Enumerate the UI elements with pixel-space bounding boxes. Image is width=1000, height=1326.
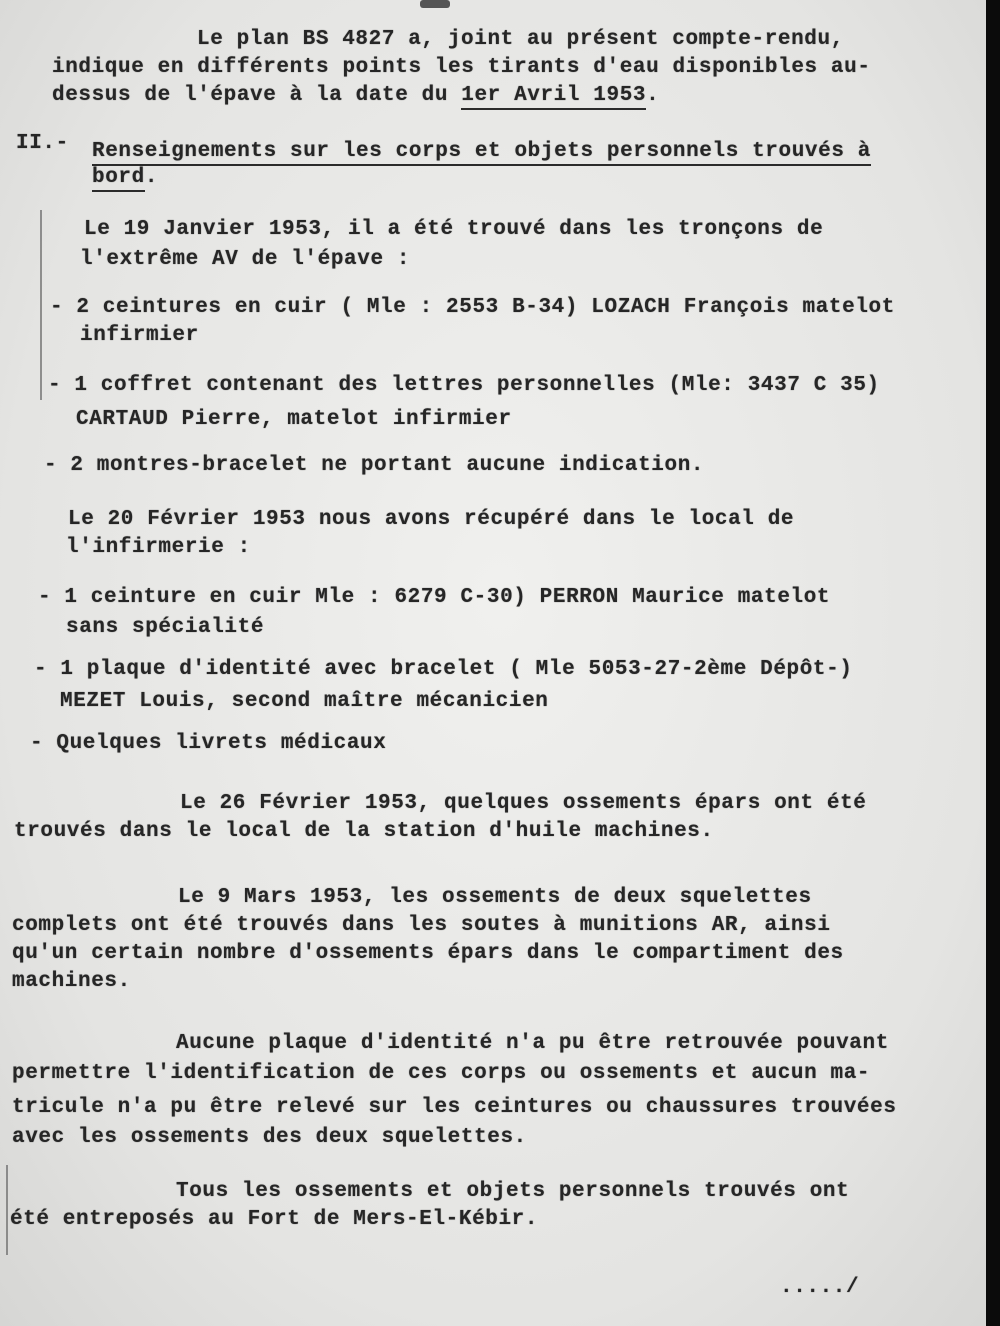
text-line-mar-3: qu'un certain nombre d'ossements épars dans le compartiment des — [12, 942, 844, 965]
margin-bracket-mark — [40, 210, 42, 400]
text-line-id-2: permettre l'identification de ces corps ou ossements et aucun ma- — [12, 1062, 871, 1085]
section-number: II.- — [16, 132, 69, 155]
text-line-id-4: avec les ossements des deux squelettes. — [12, 1126, 527, 1149]
list-item: - 2 montres-bracelet ne portant aucune indication. — [44, 454, 705, 477]
list-item-cont: sans spécialité — [66, 616, 265, 639]
text-line-final-2: été entreposés au Fort de Mers-El-Kébir. — [10, 1208, 539, 1231]
text-line-mar-2: complets ont été trouvés dans les soutes à munitions AR, ainsi — [12, 914, 831, 937]
section-heading-cont: bord. — [92, 166, 158, 189]
section-heading: Renseignements sur les corps et objets personnels trouvés à — [92, 140, 871, 163]
list-item: - 2 ceintures en cuir ( Mle : 2553 B-34) LOZACH François matelot — [50, 296, 895, 319]
list-item: - 1 ceinture en cuir Mle : 6279 C-30) PERRON Maurice matelot — [38, 586, 831, 609]
list-item-cont: infirmier — [80, 324, 199, 347]
continuation-mark: ...../ — [780, 1276, 860, 1299]
list-item: - 1 plaque d'identité avec bracelet ( Mle 5053-27-2ème Dépôt-) — [34, 658, 853, 681]
margin-bracket-mark-bottom — [6, 1165, 8, 1255]
text-line-feb-2: l'infirmerie : — [66, 536, 251, 559]
text-line-id-3: tricule n'a pu être relevé sur les ceintures ou chaussures trouvées — [12, 1096, 897, 1119]
list-item-cont: MEZET Louis, second maître mécanicien — [60, 690, 549, 713]
text-line-id-1: Aucune plaque d'identité n'a pu être retrouvée pouvant — [176, 1032, 889, 1055]
date-underlined: 1er Avril 1953 — [461, 84, 646, 110]
text-line-jan-1: Le 19 Janvier 1953, il a été trouvé dans les tronçons de — [84, 218, 824, 241]
text-line-feb26-2: trouvés dans le local de la station d'huile machines. — [14, 820, 714, 843]
top-smudge — [420, 0, 450, 8]
text-line-3: dessus de l'épave à la date du 1er Avril 1953. — [52, 84, 659, 107]
text-line-mar-1: Le 9 Mars 1953, les ossements de deux squelettes — [178, 886, 812, 909]
text-line-1: Le plan BS 4827 a, joint au présent compte-rendu, — [197, 28, 844, 51]
text-line-feb26-1: Le 26 Février 1953, quelques ossements épars ont été — [180, 792, 867, 815]
text-line-final-1: Tous les ossements et objets personnels trouvés ont — [176, 1180, 850, 1203]
list-item: - Quelques livrets médicaux — [30, 732, 387, 755]
scan-edge — [986, 0, 1000, 1326]
text-line-feb-1: Le 20 Février 1953 nous avons récupéré dans le local de — [68, 508, 795, 531]
list-item-cont: CARTAUD Pierre, matelot infirmier — [76, 408, 512, 431]
list-item: - 1 coffret contenant des lettres personnelles (Mle: 3437 C 35) — [48, 374, 880, 397]
text-line-jan-2: l'extrême AV de l'épave : — [80, 248, 411, 271]
text-line-mar-4: machines. — [12, 970, 131, 993]
text-line-2: indique en différents points les tirants d'eau disponibles au- — [52, 56, 871, 79]
